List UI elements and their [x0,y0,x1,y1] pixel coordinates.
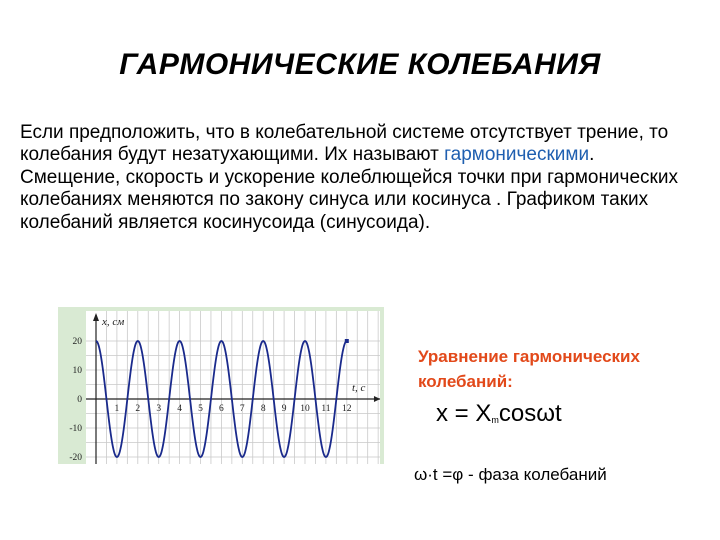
y-axis-label: x, см [102,316,125,328]
x-tick-label: 5 [198,404,203,414]
x-tick-label: 11 [321,404,331,414]
highlighted-term: гармоническими [444,144,590,166]
x-axis-label: t, c [352,382,366,394]
paragraph-part-1: Если предположить, что в колебательной системе отсутствует трение, то колебания будут незатухающими. Их называют [20,122,669,166]
x-tick-label: 2 [135,404,141,414]
y-tick-label: 20 [72,337,82,347]
x-tick-label: 4 [177,404,182,414]
oscillation-chart [58,307,384,464]
x-tick-label: 10 [300,404,310,414]
y-tick-label: 10 [72,366,82,376]
x-tick-label: 6 [219,404,224,414]
x-tick-label: 8 [260,404,266,414]
formula-lhs: x = X [436,400,492,427]
y-tick-label: -10 [69,424,82,434]
formula-rhs: cosωt [498,400,562,427]
slide-title: ГАРМОНИЧЕСКИЕ КОЛЕБАНИЯ [119,48,601,81]
formula-subscript: m [491,415,499,425]
curve-end-marker [345,339,349,343]
x-tick-label: 7 [239,404,245,414]
harmonic-formula [436,400,562,428]
x-tick-label: 9 [281,404,287,414]
x-tick-label: 1 [114,404,120,414]
paragraph-part-2: . Смещение, скорость и ускорение колеблющейся точки при гармонических колебаниях меняются по закону синуса или косинуса . Графиком таких колебаний является косинусоида (синусоида). [20,144,678,233]
x-tick-label: 12 [342,404,352,414]
body-paragraph [20,122,690,234]
y-tick-label: 0 [77,395,82,405]
equation-heading: Уравнение гармонических колебаний: [418,347,640,391]
x-tick-label: 3 [156,404,162,414]
y-tick-label: -20 [69,453,82,463]
oscillation-chart-svg [58,307,384,464]
plot-area [86,311,380,464]
phase-text: ω·t =φ - фаза колебаний [414,465,607,484]
